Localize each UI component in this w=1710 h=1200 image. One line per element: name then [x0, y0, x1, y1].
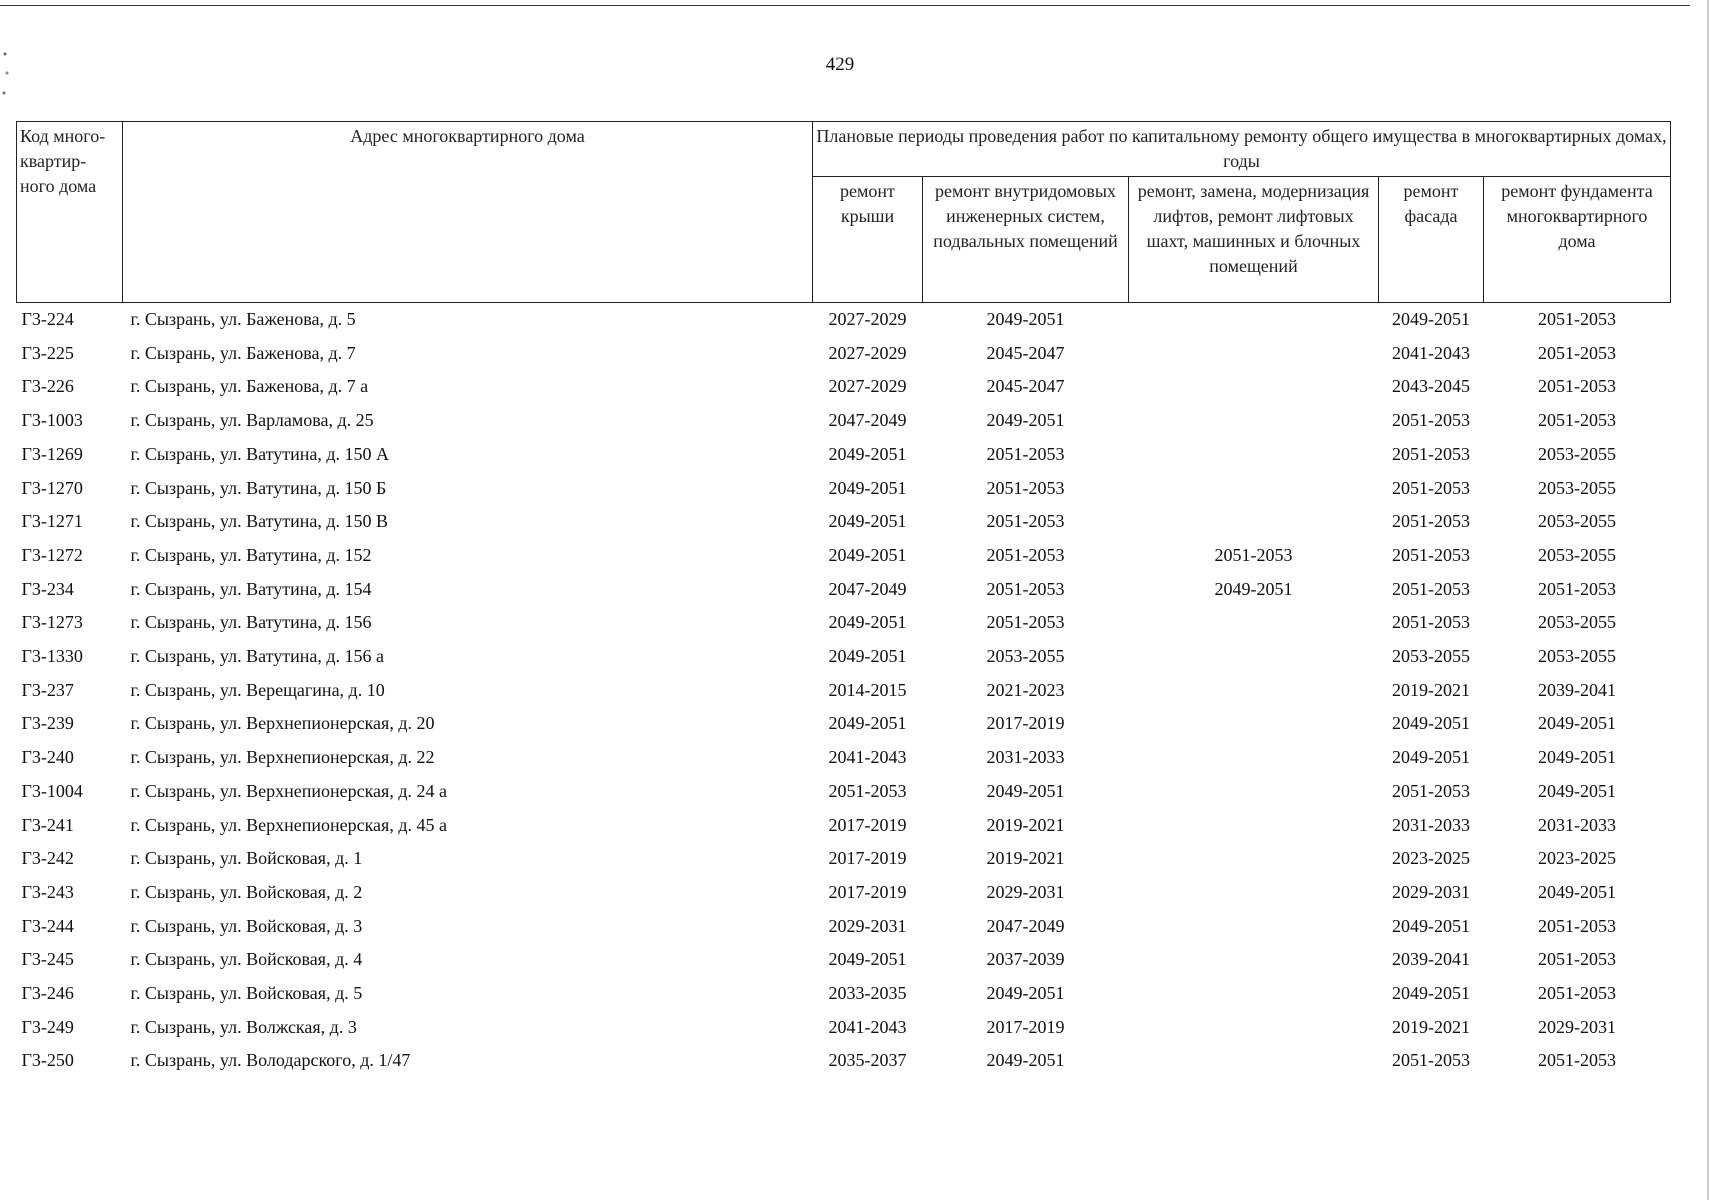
- cell-address: г. Сызрань, ул. Варламова, д. 25: [130, 410, 374, 431]
- cell-facade: 2019-2021: [1392, 679, 1470, 700]
- cell-elevators: [1129, 707, 1379, 741]
- cell-elevators: [1129, 876, 1379, 910]
- cell-roof: 2029-2031: [828, 915, 907, 936]
- cell-address: г. Сызрань, ул. Верхнепионерская, д. 22: [130, 747, 435, 768]
- cell-systems: 2049-2051: [986, 309, 1065, 329]
- cell-code: Г3-1272: [21, 544, 83, 565]
- cell-systems: 2053-2055: [986, 646, 1065, 667]
- cell-systems: 2051-2053: [986, 544, 1065, 565]
- table-row: [17, 573, 1671, 607]
- cell-code: Г3-244: [21, 915, 74, 936]
- cell-systems: 2017-2019: [986, 1016, 1065, 1037]
- table-row: [17, 707, 1671, 741]
- cell-facade: 2053-2055: [1392, 646, 1470, 667]
- cell-elevators: [1129, 505, 1379, 539]
- top-rule: [0, 5, 1690, 6]
- table-row: [17, 809, 1671, 843]
- cell-roof: 2049-2051: [828, 544, 907, 565]
- table-row: [17, 910, 1671, 944]
- cell-elevators: [1129, 303, 1379, 337]
- cell-code: Г3-246: [21, 983, 74, 1004]
- cell-roof: 2049-2051: [828, 646, 907, 667]
- cell-address: г. Сызрань, ул. Володарского, д. 1/47: [130, 1050, 411, 1071]
- cell-roof: 2049-2051: [828, 612, 907, 633]
- cell-roof: 2049-2051: [828, 511, 907, 532]
- cell-code: Г3-226: [21, 376, 74, 397]
- cell-facade: 2051-2053: [1392, 410, 1470, 431]
- cell-foundation: 2053-2055: [1538, 612, 1616, 633]
- header-foundation: ремонт фундамента многоквартирного дома: [1484, 177, 1671, 303]
- cell-foundation: 2023-2025: [1538, 848, 1616, 869]
- cell-foundation: 2051-2053: [1538, 983, 1616, 1004]
- cell-code: Г3-245: [21, 949, 74, 970]
- cell-roof: 2033-2035: [828, 983, 907, 1004]
- header-facade: ремонт фасада: [1379, 177, 1484, 303]
- header-systems: ремонт внутридомовых инженерных систем, подвальных помещений: [923, 177, 1129, 303]
- cell-facade: 2051-2053: [1392, 1050, 1470, 1071]
- cell-roof: 2049-2051: [828, 443, 907, 464]
- cell-foundation: 2029-2031: [1538, 1016, 1616, 1037]
- cell-facade: 2031-2033: [1392, 814, 1470, 835]
- cell-systems: 2049-2051: [986, 983, 1065, 1004]
- cell-elevators: [1129, 337, 1379, 371]
- cell-elevators: [1129, 606, 1379, 640]
- cell-foundation: 2051-2053: [1538, 1050, 1616, 1071]
- cell-elevators: [1129, 370, 1379, 404]
- cell-address: г. Сызрань, ул. Ватутина, д. 150 Б: [130, 477, 387, 498]
- cell-address: г. Сызрань, ул. Войсковая, д. 4: [130, 949, 363, 970]
- cell-roof: 2017-2019: [828, 881, 907, 902]
- table-header: [17, 122, 1671, 303]
- table-row: [17, 505, 1671, 539]
- cell-systems: 2049-2051: [986, 410, 1065, 431]
- cell-facade: 2049-2051: [1392, 309, 1470, 329]
- cell-systems: 2049-2051: [986, 1050, 1065, 1071]
- cell-address: г. Сызрань, ул. Баженова, д. 7 а: [130, 376, 369, 397]
- cell-code: Г3-1269: [21, 443, 83, 464]
- cell-systems: 2047-2049: [986, 915, 1065, 936]
- cell-foundation: 2053-2055: [1538, 443, 1616, 464]
- cell-address: г. Сызрань, ул. Баженова, д. 5: [130, 309, 356, 329]
- cell-foundation: 2051-2053: [1538, 342, 1616, 363]
- cell-facade: 2049-2051: [1392, 915, 1470, 936]
- cell-elevators: [1129, 775, 1379, 809]
- cell-systems: 2031-2033: [986, 747, 1065, 768]
- cell-elevators: [1129, 1011, 1379, 1045]
- table-row: [17, 943, 1671, 977]
- cell-foundation: 2049-2051: [1538, 713, 1616, 734]
- cell-elevators: [1129, 472, 1379, 506]
- cell-address: г. Сызрань, ул. Ватутина, д. 152: [130, 544, 372, 565]
- cell-address: г. Сызрань, ул. Верхнепионерская, д. 45 а: [130, 814, 447, 835]
- cell-address: г. Сызрань, ул. Ватутина, д. 154: [130, 578, 372, 599]
- table-row: [17, 674, 1671, 708]
- cell-foundation: 2051-2053: [1538, 949, 1616, 970]
- table-row: [17, 977, 1671, 1011]
- repair-schedule-table: [16, 121, 1671, 1078]
- cell-code: Г3-225: [21, 342, 74, 363]
- cell-elevators: [1129, 674, 1379, 708]
- cell-systems: 2045-2047: [986, 376, 1065, 397]
- cell-systems: 2019-2021: [986, 848, 1065, 869]
- cell-roof: 2035-2037: [828, 1050, 907, 1071]
- header-elevators: ремонт, замена, модернизация лифтов, ремонт лифтовых шахт, машинных и блочных помещений: [1129, 177, 1379, 303]
- cell-code: Г3-1271: [21, 511, 83, 532]
- cell-systems: 2049-2051: [986, 780, 1065, 801]
- cell-foundation: 2031-2033: [1538, 814, 1616, 835]
- cell-code: Г3-243: [21, 881, 74, 902]
- cell-elevators: [1129, 438, 1379, 472]
- cell-address: г. Сызрань, ул. Ватутина, д. 150 А: [130, 443, 390, 464]
- header-periods-group: Плановые периоды проведения работ по капитальному ремонту общего имущества в многоквартирных домах, годы: [813, 122, 1671, 177]
- cell-elevators: [1129, 943, 1379, 977]
- header-roof: ремонт крыши: [813, 177, 923, 303]
- cell-facade: 2029-2031: [1392, 881, 1470, 902]
- cell-roof: 2049-2051: [828, 713, 907, 734]
- cell-roof: 2027-2029: [828, 309, 907, 329]
- cell-address: г. Сызрань, ул. Баженова, д. 7: [130, 342, 356, 363]
- cell-facade: 2039-2041: [1392, 949, 1470, 970]
- header-address: Адрес многоквартирного дома: [123, 122, 813, 303]
- table-body: [17, 303, 1671, 1079]
- cell-foundation: 2051-2053: [1538, 376, 1616, 397]
- table-row: [17, 606, 1671, 640]
- cell-facade: 2051-2053: [1392, 511, 1470, 532]
- cell-elevators: [1129, 1044, 1379, 1078]
- cell-foundation: 2051-2053: [1538, 915, 1616, 936]
- table-row: [17, 370, 1671, 404]
- cell-code: Г3-239: [21, 713, 74, 734]
- cell-address: г. Сызрань, ул. Ватутина, д. 150 В: [130, 511, 389, 532]
- cell-roof: 2049-2051: [828, 949, 907, 970]
- cell-facade: 2049-2051: [1392, 983, 1470, 1004]
- cell-foundation: 2049-2051: [1538, 780, 1616, 801]
- cell-roof: 2041-2043: [828, 1016, 907, 1037]
- cell-address: г. Сызрань, ул. Войсковая, д. 5: [130, 983, 363, 1004]
- cell-foundation: 2051-2053: [1538, 578, 1616, 599]
- cell-address: г. Сызрань, ул. Верещагина, д. 10: [130, 679, 385, 700]
- table-row: [17, 1011, 1671, 1045]
- cell-code: Г3-1330: [21, 646, 83, 667]
- cell-code: Г3-249: [21, 1016, 74, 1037]
- cell-roof: 2047-2049: [828, 578, 907, 599]
- page-number: 429: [825, 54, 855, 75]
- cell-systems: 2037-2039: [986, 949, 1065, 970]
- cell-address: г. Сызрань, ул. Войсковая, д. 2: [130, 881, 363, 902]
- cell-facade: 2051-2053: [1392, 544, 1470, 565]
- cell-elevators: [1129, 640, 1379, 674]
- table-row: [17, 1044, 1671, 1078]
- table-row: [17, 404, 1671, 438]
- scan-edge: [1707, 0, 1709, 1200]
- cell-code: Г3-1003: [21, 410, 83, 431]
- cell-facade: 2051-2053: [1392, 780, 1470, 801]
- cell-address: г. Сызрань, ул. Верхнепионерская, д. 20: [130, 713, 435, 734]
- cell-elevators: [1129, 404, 1379, 438]
- cell-code: Г3-234: [21, 578, 74, 599]
- cell-address: г. Сызрань, ул. Верхнепионерская, д. 24 а: [130, 780, 447, 801]
- cell-code: Г3-1270: [21, 477, 83, 498]
- cell-facade: 2043-2045: [1392, 376, 1470, 397]
- cell-code: Г3-241: [21, 814, 74, 835]
- header-code: Код много-квартир-ного дома: [17, 122, 123, 303]
- cell-elevators: [1129, 977, 1379, 1011]
- cell-code: Г3-224: [21, 309, 74, 329]
- cell-roof: 2047-2049: [828, 410, 907, 431]
- cell-systems: 2051-2053: [986, 443, 1065, 464]
- cell-foundation: 2053-2055: [1538, 511, 1616, 532]
- cell-foundation: 2051-2053: [1538, 309, 1616, 329]
- cell-facade: 2051-2053: [1392, 443, 1470, 464]
- cell-roof: 2017-2019: [828, 814, 907, 835]
- cell-facade: 2049-2051: [1392, 713, 1470, 734]
- cell-elevators: 2049-2051: [1214, 578, 1293, 599]
- table-row: [17, 337, 1671, 371]
- cell-systems: 2051-2053: [986, 578, 1065, 599]
- cell-code: Г3-237: [21, 679, 74, 700]
- table-row: [17, 775, 1671, 809]
- cell-systems: 2019-2021: [986, 814, 1065, 835]
- table-row: [17, 539, 1671, 573]
- cell-address: г. Сызрань, ул. Войсковая, д. 3: [130, 915, 363, 936]
- cell-elevators: [1129, 910, 1379, 944]
- table-row: [17, 876, 1671, 910]
- cell-code: Г3-242: [21, 848, 74, 869]
- cell-facade: 2049-2051: [1392, 747, 1470, 768]
- cell-facade: 2023-2025: [1392, 848, 1470, 869]
- cell-systems: 2017-2019: [986, 713, 1065, 734]
- table-row: [17, 438, 1671, 472]
- cell-facade: 2041-2043: [1392, 342, 1470, 363]
- cell-address: г. Сызрань, ул. Волжская, д. 3: [130, 1016, 357, 1037]
- cell-systems: 2051-2053: [986, 511, 1065, 532]
- table-row: [17, 640, 1671, 674]
- cell-code: Г3-240: [21, 747, 74, 768]
- cell-systems: 2029-2031: [986, 881, 1065, 902]
- cell-systems: 2051-2053: [986, 477, 1065, 498]
- cell-foundation: 2049-2051: [1538, 747, 1616, 768]
- table-row: [17, 842, 1671, 876]
- cell-code: Г3-1004: [21, 780, 83, 801]
- cell-facade: 2051-2053: [1392, 477, 1470, 498]
- cell-foundation: 2053-2055: [1538, 646, 1616, 667]
- cell-facade: 2051-2053: [1392, 612, 1470, 633]
- scan-specks: [2, 48, 10, 108]
- cell-roof: 2027-2029: [828, 342, 907, 363]
- cell-systems: 2045-2047: [986, 342, 1065, 363]
- table-row: [17, 303, 1671, 337]
- cell-address: г. Сызрань, ул. Войсковая, д. 1: [130, 848, 363, 869]
- cell-elevators: [1129, 809, 1379, 843]
- cell-roof: 2014-2015: [828, 679, 907, 700]
- cell-roof: 2049-2051: [828, 477, 907, 498]
- cell-roof: 2041-2043: [828, 747, 907, 768]
- cell-elevators: 2051-2053: [1214, 544, 1293, 565]
- cell-systems: 2051-2053: [986, 612, 1065, 633]
- cell-facade: 2019-2021: [1392, 1016, 1470, 1037]
- cell-address: г. Сызрань, ул. Ватутина, д. 156: [130, 612, 372, 633]
- cell-roof: 2027-2029: [828, 376, 907, 397]
- cell-foundation: 2039-2041: [1538, 679, 1616, 700]
- cell-code: Г3-250: [21, 1050, 74, 1071]
- cell-foundation: 2053-2055: [1538, 544, 1616, 565]
- table-row: [17, 741, 1671, 775]
- cell-systems: 2021-2023: [986, 679, 1065, 700]
- cell-elevators: [1129, 741, 1379, 775]
- cell-foundation: 2049-2051: [1538, 881, 1616, 902]
- cell-roof: 2051-2053: [828, 780, 907, 801]
- cell-address: г. Сызрань, ул. Ватутина, д. 156 а: [130, 646, 385, 667]
- cell-foundation: 2051-2053: [1538, 410, 1616, 431]
- cell-elevators: [1129, 842, 1379, 876]
- cell-foundation: 2053-2055: [1538, 477, 1616, 498]
- table-row: [17, 472, 1671, 506]
- cell-code: Г3-1273: [21, 612, 83, 633]
- cell-roof: 2017-2019: [828, 848, 907, 869]
- cell-facade: 2051-2053: [1392, 578, 1470, 599]
